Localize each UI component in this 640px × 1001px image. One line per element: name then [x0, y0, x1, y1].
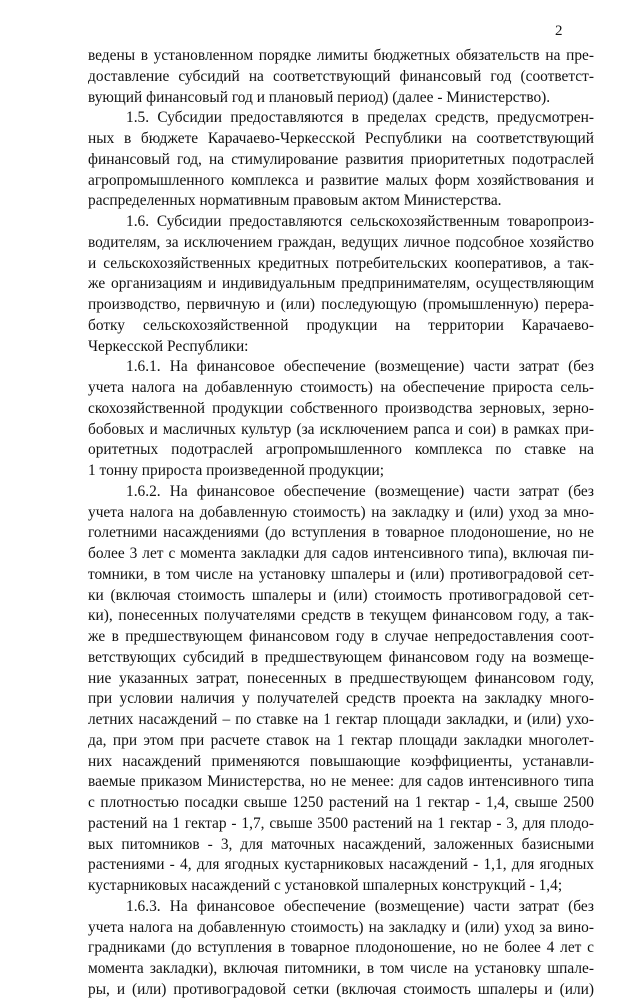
- text-line: же организациям и индивидуальным предпринимателям, осуществляющим: [88, 275, 594, 293]
- text-line: же в предшествующем финансовом году в случае непредоставления соот-: [88, 628, 594, 645]
- text-line: ки (включая стоимость шпалеры и (или) стоимость противоградовой сет-: [88, 586, 594, 604]
- text-line: 1.6.3. На финансовое обеспечение (возмещение) части затрат (без: [126, 897, 594, 915]
- text-line: при условии наличия у получателей средств проекта на закладку много-: [88, 690, 594, 708]
- text-line: учета налога на добавленную стоимость) на закладку и (или) уход за вино-: [88, 918, 594, 936]
- text-line: 1.5. Субсидии предоставляются в пределах средств, предусмотрен-: [126, 109, 594, 127]
- text-line: ных в бюджете Карачаево-Черкесской Республики на соответствующий: [88, 130, 594, 147]
- text-line: производство, первичную и (или) последующую (промышленную) перера-: [88, 296, 594, 313]
- text-line: растений на 1 гектар - 1,7, свыше 3500 растений на 1 гектар - 3, для плодо-: [88, 814, 594, 832]
- text-line: голетними насаждениями (до вступления в товарное плодоношение, но не: [88, 524, 594, 542]
- text-line: водителям, за исключением граждан, ведущих личное подсобное хозяйство: [88, 233, 594, 251]
- text-line: да, при этом при расчете ставок на 1 гектар площади закладки многолет-: [88, 731, 594, 749]
- text-line: ры, и (или) противоградовой сетки (включая стоимость шпалеры и (или): [88, 980, 594, 998]
- text-line: с плотностью посадки свыше 1250 растений на 1 гектар - 1,4, свыше 2500: [88, 794, 594, 811]
- page-number: 2: [555, 23, 563, 39]
- text-line: вующий финансовый год и плановый период) (далее - Министерство).: [88, 88, 551, 106]
- text-line: момента закладки), включая питомники, в том числе на установку шпале-: [88, 960, 594, 977]
- text-line: 1 тонну прироста произведенной продукции;: [88, 462, 384, 479]
- text-line: учета налога на добавленную стоимость) на закладку и (или) уход за мно-: [88, 503, 594, 521]
- text-line: них насаждений применяются повышающие коэффициенты, устанавли-: [88, 752, 594, 770]
- text-line: 1.6.1. На финансовое обеспечение (возмещение) части затрат (без: [126, 358, 594, 376]
- text-line: более 3 лет с момента закладки для садов интенсивного типа), включая пи-: [88, 545, 594, 562]
- text-line: 1.6. Субсидии предоставляются сельскохозяйственным товаропроиз-: [126, 213, 594, 230]
- text-line: томники, в том числе на установку шпалеры и (или) противоградовой сет-: [88, 565, 594, 583]
- text-line: финансовый год, на стимулирование развития приоритетных подотраслей: [88, 150, 594, 168]
- text-line: летних насаждений – по ставке на 1 гектар площади закладки, и (или) ухо-: [88, 711, 594, 728]
- text-line: оритетных подотраслей агропромышленного комплекса по ставке на: [88, 441, 594, 459]
- text-line: Черкесской Республики:: [88, 337, 249, 355]
- text-line: градниками (до вступления в товарное плодоношение, но не более 4 лет с: [88, 939, 594, 957]
- text-line: агропромышленного комплекса и развитие малых форм хозяйствования и: [88, 171, 594, 189]
- text-line: скохозяйственной продукции собственного производства зерновых, зерно-: [88, 399, 594, 417]
- text-line: и сельскохозяйственных кредитных потребительских кооперативов, а так-: [88, 254, 594, 272]
- text-line: 1.6.2. На финансовое обеспечение (возмещение) части затрат (без: [126, 482, 594, 500]
- text-line: вых питомников - 3, для маточных насаждений, заложенных базисными: [88, 835, 594, 853]
- text-line: распределенных нормативным правовым актом Министерства.: [88, 192, 502, 210]
- text-line: учета налога на добавленную стоимость) на обеспечение прироста сель-: [88, 379, 594, 396]
- text-line: ки), понесенных получателями средств в текущем финансовом году, а так-: [88, 607, 594, 625]
- text-line: растениями - 4, для ягодных кустарниковых насаждений - 1,1, для ягодных: [88, 856, 594, 874]
- text-line: кустарниковых насаждений с установкой шпалерных конструкций - 1,4;: [88, 877, 563, 894]
- text-line: ботку сельскохозяйственной продукции на территории Карачаево-: [88, 316, 594, 334]
- text-line: ведены в установленном порядке лимиты бюджетных обязательств на пре-: [88, 47, 594, 64]
- text-line: ваемые приказом Министерства, но не менее: для садов интенсивного типа: [88, 773, 594, 791]
- text-line: ветствующих субсидий в предшествующем финансовом году на возмеще-: [88, 648, 594, 666]
- text-line: бобовых и масличных культур (за исключением рапса и сои) в рамках при-: [88, 420, 594, 438]
- text-line: ние указанных затрат, понесенных в предшествующем финансовом году,: [88, 669, 594, 687]
- text-line: доставление субсидий на соответствующий финансовый год (соответст-: [88, 67, 594, 85]
- body-text: [88, 46, 594, 1001]
